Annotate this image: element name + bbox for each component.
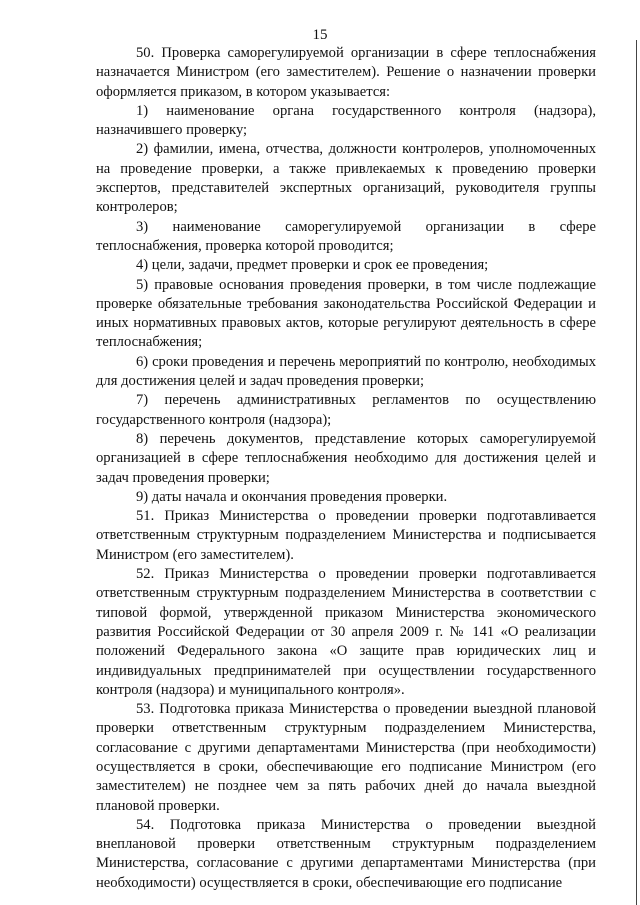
document-body <box>96 44 596 893</box>
list-item-3: 3) наименование саморегулируемой организации в сфере теплоснабжения, проверка которой проводится; <box>96 218 596 254</box>
list-item-7: 7) перечень административных регламентов по осуществлению государственного контроля (надзора); <box>96 392 596 428</box>
paragraph-54: 54. Подготовка приказа Министерства о проведении выездной внеплановой проверки ответственным структурным подразделением Министерства, согласование с другими департаментами Министерства (при необходимости) осуществляется в сроки, обеспечивающие его подписание <box>96 816 596 891</box>
list-item-6: 6) сроки проведения и перечень мероприятий по контролю, необходимых для достижения целей и задач проведения проверки; <box>96 353 596 390</box>
list-item-4: 4) цели, задачи, предмет проверки и срок ее проведения; <box>136 257 489 274</box>
page-edge-line <box>636 40 637 905</box>
page-number: 15 <box>312 27 328 43</box>
paragraph-53: 53. Подготовка приказа Министерства о проведении выездной плановой проверки ответственным структурным подразделением Министерства, согласование с другими департаментами Министерства (при необходимости) осуществляется в сроки, обеспечивающие его подписание Министром (его заместителем) не позднее чем за пять рабочих дней до начала выездной плановой проверки. <box>96 701 596 814</box>
list-item-9: 9) даты начала и окончания проведения проверки. <box>136 488 448 505</box>
paragraph-50: 50. Проверка саморегулируемой организации в сфере теплоснабжения назначается Министром (его заместителем). Решение о назначении проверки оформляется приказом, в котором указывается: <box>96 45 596 100</box>
list-item-1: 1) наименование органа государственного контроля (надзора), назначившего проверку; <box>96 102 596 139</box>
paragraph-52: 52. Приказ Министерства о проведении проверки подготавливается ответственным структурным подразделением Министерства в соответствии с типовой формой, утвержденной приказом Министерства экономического развития Российской Федерации от 30 апреля 2009 г. № 141 «О реализации положений Федерального закона «О защите прав юридических лиц и индивидуальных предпринимателей при осуществлении государственного контроля (надзора) и муниципального контроля». <box>96 566 596 698</box>
paragraph-51: 51. Приказ Министерства о проведении проверки подготавливается ответственным структурным подразделением Министерства и подписывается Министром (его заместителем). <box>96 508 596 563</box>
list-item-5: 5) правовые основания проведения проверки, в том числе подлежащие проверке обязательные требования законодательства Российской Федерации и иных нормативных правовых актов, которые регулируют деятельность в сфере теплоснабжения; <box>96 276 596 351</box>
list-item-8: 8) перечень документов, представление которых саморегулируемой организацией в сфере теплоснабжения необходимо для достижения целей и задач проведения проверки; <box>96 430 596 486</box>
list-item-2: 2) фамилии, имена, отчества, должности контролеров, уполномоченных на проведение проверки, а также привлекаемых к проведению проверки экспертов, представителей экспертных организаций, руководителя группы контролеров; <box>96 141 596 216</box>
